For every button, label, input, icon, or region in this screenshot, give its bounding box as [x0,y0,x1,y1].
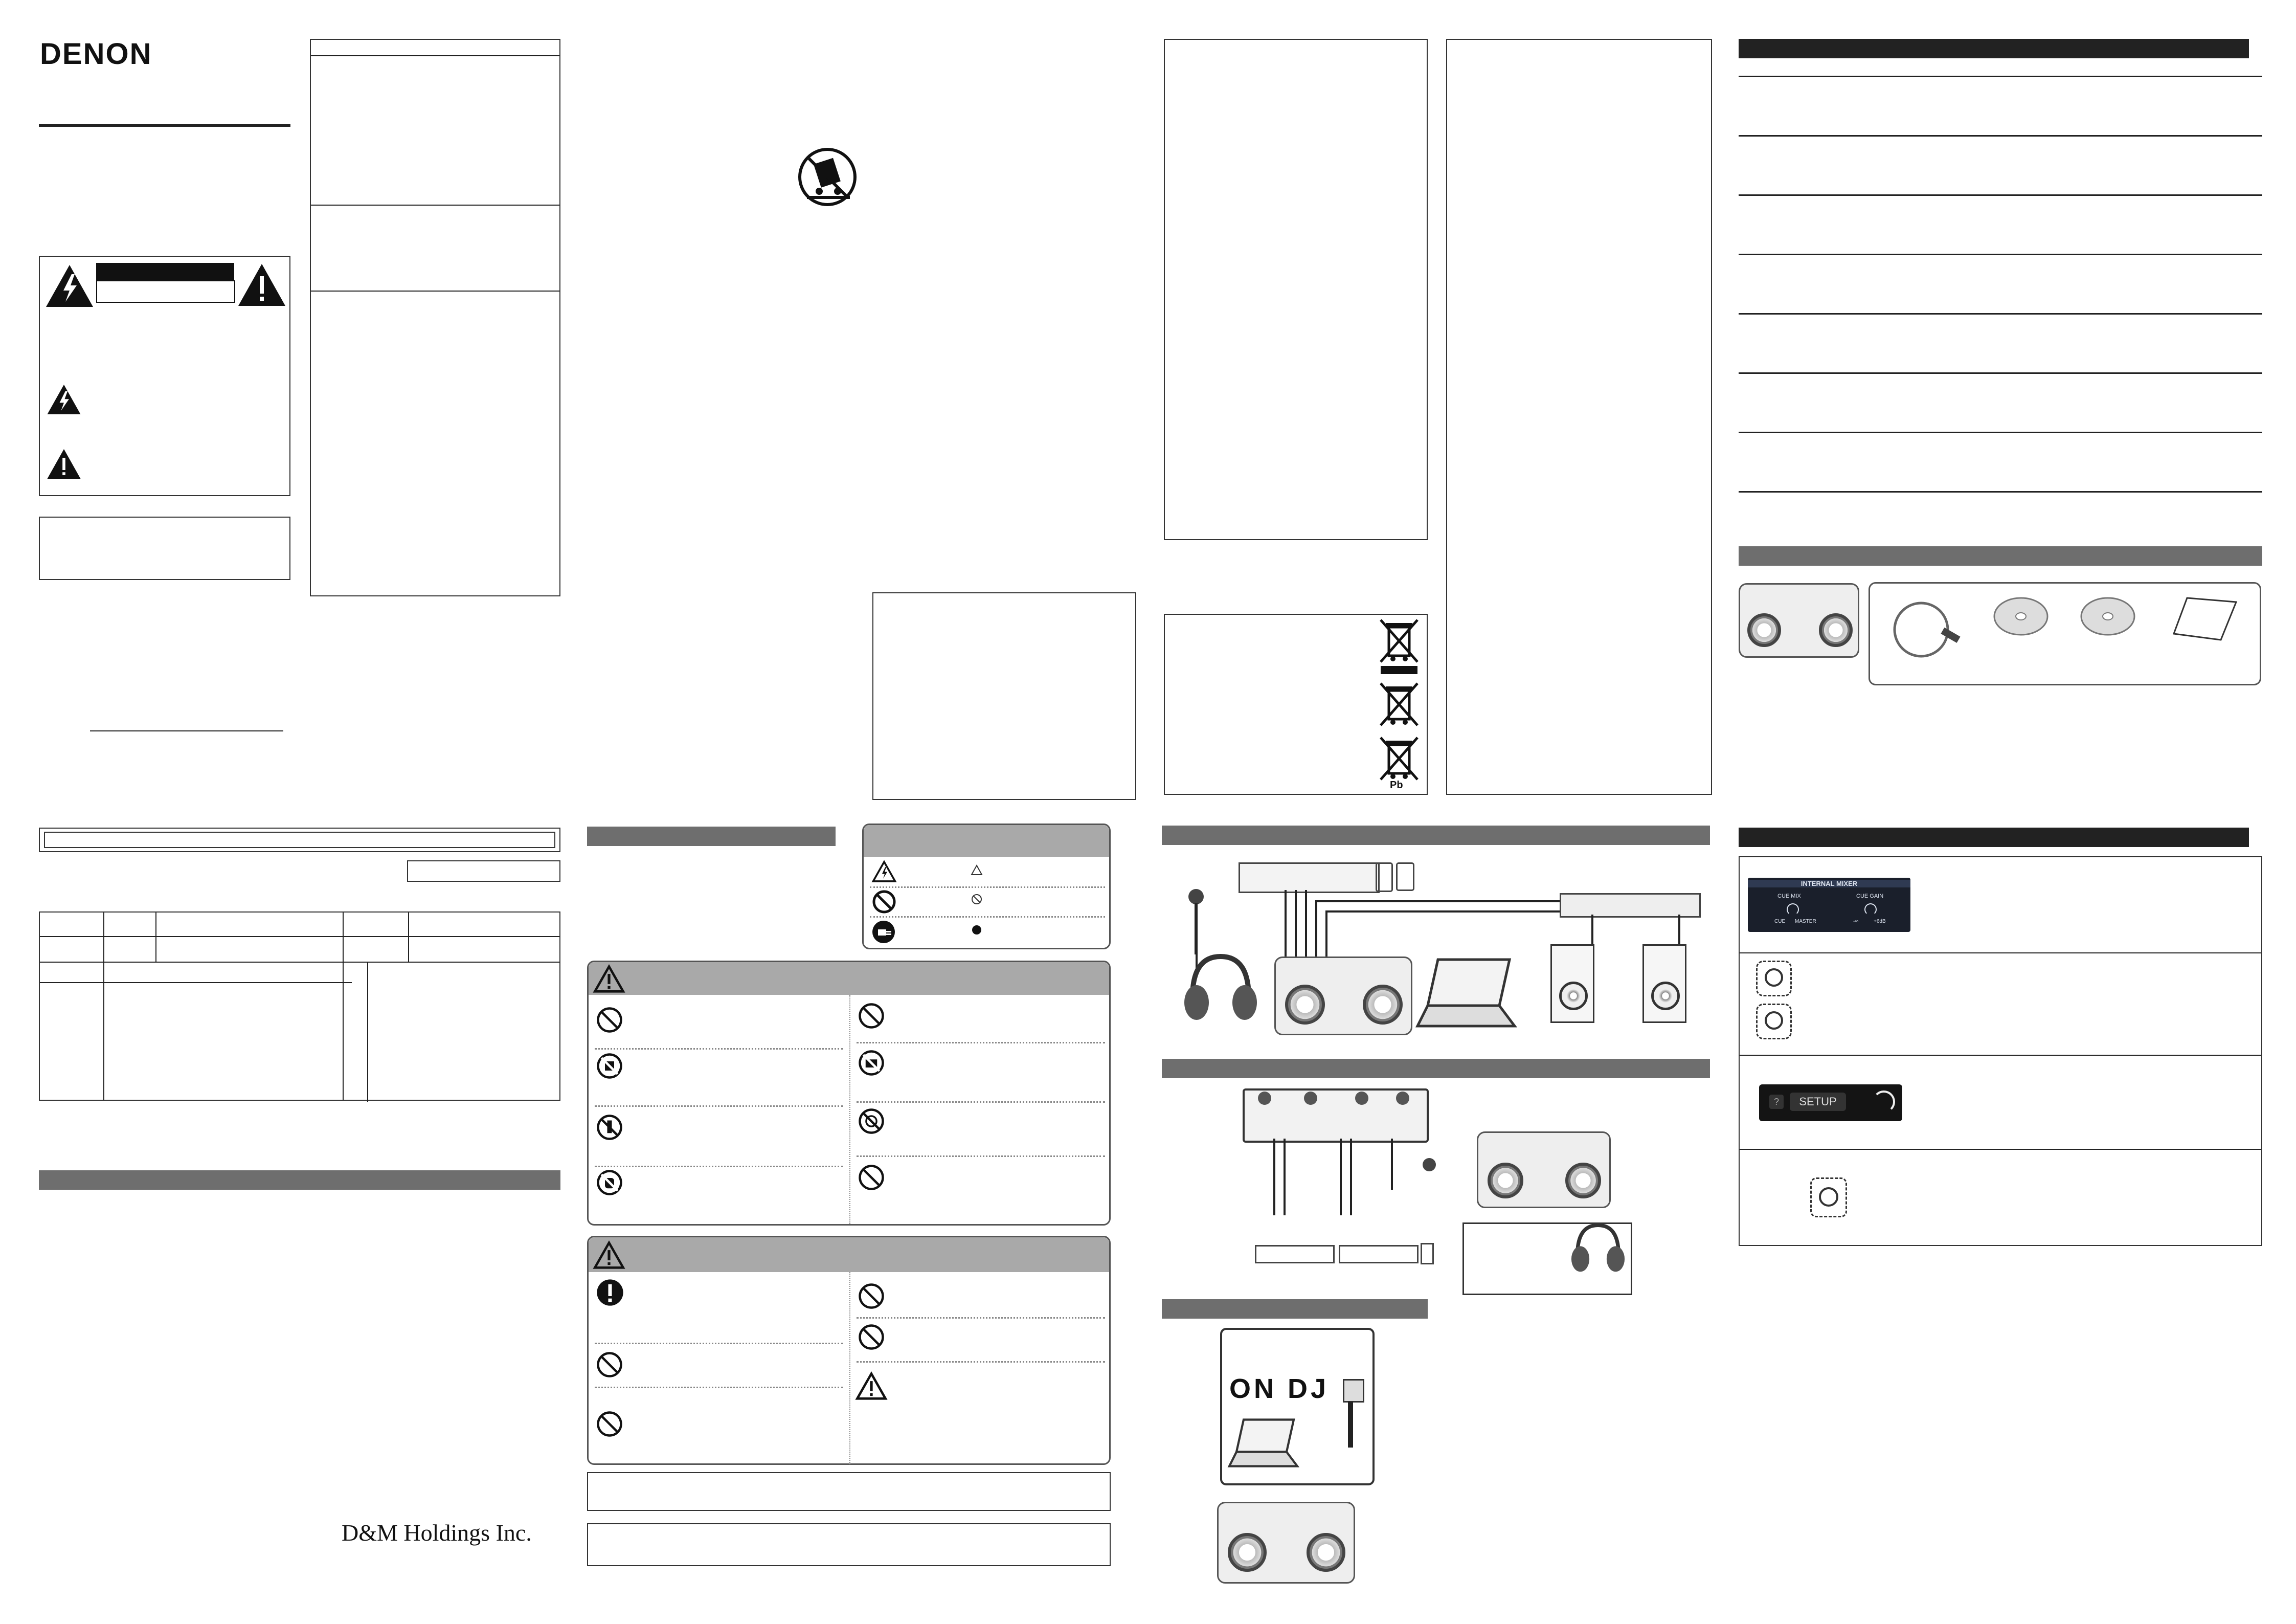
prohibition-icon [858,1282,885,1310]
prohibition-icon [596,1006,623,1034]
no-water-icon [858,1107,885,1135]
outline-triangle-icon [971,865,982,875]
dj-controller [1217,1502,1355,1584]
cue-mix-knob[interactable] [1787,903,1799,916]
exclamation-triangle-icon [238,264,285,306]
prohibition-icon [858,1002,885,1030]
logo-rule [39,124,290,127]
features-header-bar [1739,39,2249,58]
headphones-image [1182,951,1259,1028]
info-box-left [1164,39,1428,540]
cue-mix-knob-image [1756,961,1792,996]
fcc-box [310,39,560,596]
cue-gain-label: CUE GAIN [1856,893,1884,899]
crossed-bin-icon [1379,736,1420,782]
exclamation-triangle-icon [856,1372,887,1400]
speaker-left [1550,944,1594,1023]
prohibition-icon [858,1164,885,1191]
crossed-bin-icon [1379,681,1420,727]
phone [1376,862,1393,892]
caution-symbol-box [587,1236,1111,1465]
gain-left-label: -∞ [1853,919,1859,924]
caution-label-black [96,263,234,280]
lightning-triangle-icon [46,265,93,307]
prohibition-icon [872,889,896,914]
cue-gain-knob[interactable] [1864,903,1877,916]
exclamation-triangle-icon [47,449,81,479]
lightning-triangle-icon [872,861,896,882]
weee-box [1164,614,1428,795]
note-box-1 [587,1472,1111,1511]
controller-accessory-image [1739,583,1859,658]
small-prohibition-icon [971,894,982,905]
accessories-box [1869,582,2261,685]
symbol-legend-box [862,824,1111,949]
safety-notes-box [872,592,1136,800]
company-name: D&M Holdings Inc. [342,1520,532,1546]
exclamation-triangle-icon [593,965,625,993]
usb-cable-icon [1890,594,1967,665]
system-connection-diagram [1162,849,1714,1054]
exclamation-triangle-icon [593,1241,625,1269]
spec-table [39,911,560,1101]
mandatory-icon [596,1278,624,1307]
cue-left-label: CUE [1774,919,1786,924]
cue-right-label: MASTER [1795,919,1816,924]
no-touch-icon [596,1169,623,1196]
usb-connection-header-bar [1162,1299,1428,1319]
internal-mixer-screenshot [1748,878,1910,932]
settings-header-bar [1739,828,2249,847]
notice-box [39,517,290,580]
unplug-icon [871,919,896,945]
controller-brand-panel: ON DJ [1229,1373,1330,1404]
headphones-image [1570,1221,1626,1278]
filled-circle-icon [971,924,982,936]
pb-label: Pb [1390,780,1403,791]
denon-logo: DENON [40,37,152,71]
note-box-2 [587,1523,1111,1566]
cd-player [1239,862,1380,893]
section-header-bar [39,1170,560,1190]
cd-player [1339,1245,1419,1263]
cd-player [1255,1245,1335,1263]
prohibition-icon [596,1351,623,1378]
manual-icon [2172,596,2238,642]
laptop-image [1417,954,1520,1031]
no-water-icon [596,1114,623,1141]
media-player [1421,1243,1434,1264]
prohibition-icon [858,1323,885,1351]
dj-controller [1274,956,1412,1035]
model-box [407,860,560,882]
media-player [1396,862,1414,891]
cue-mix-label: CUE MIX [1777,893,1801,899]
accessories-header-bar [1739,546,2262,566]
amplifier [1560,893,1701,918]
signature-line [90,730,283,731]
cart-warning-icon [797,146,858,208]
setup-knob-icon [1873,1091,1895,1113]
prohibition-icon [596,1410,623,1438]
precautions-header-bar [587,827,836,846]
microphone [1188,889,1204,904]
spec-title-box [39,828,560,852]
help-button[interactable]: ? [1769,1095,1784,1109]
rear-panel-header-bar [1162,1059,1710,1078]
dj-controller [1477,1131,1611,1208]
lightning-triangle-icon [47,385,81,414]
cd-disc-icon [2080,596,2136,637]
cd-disc-icon [1993,596,2049,637]
laptop-image [1229,1415,1301,1471]
warning-box [587,961,1111,1226]
microphone [1423,1158,1436,1171]
caution-label-frame [96,280,235,303]
rear-panel-diagram [1237,1083,1631,1308]
setup-button[interactable]: SETUP [1790,1093,1846,1111]
connections-header-bar [1162,826,1710,845]
no-disassemble-icon [858,1049,885,1077]
speaker-right [1642,944,1686,1023]
setup-button-screenshot [1759,1084,1902,1121]
internal-mixer-title: INTERNAL MIXER [1748,880,1910,887]
master-level-knob-image [1810,1177,1847,1217]
caution-box [39,256,290,496]
crossed-bin-icon [1379,618,1420,664]
cue-gain-knob-image [1756,1004,1792,1039]
gain-right-label: +6dB [1874,919,1886,924]
usb-connection-diagram [1217,1328,1370,1589]
no-disassemble-icon [596,1052,623,1080]
info-box-right [1446,39,1712,795]
